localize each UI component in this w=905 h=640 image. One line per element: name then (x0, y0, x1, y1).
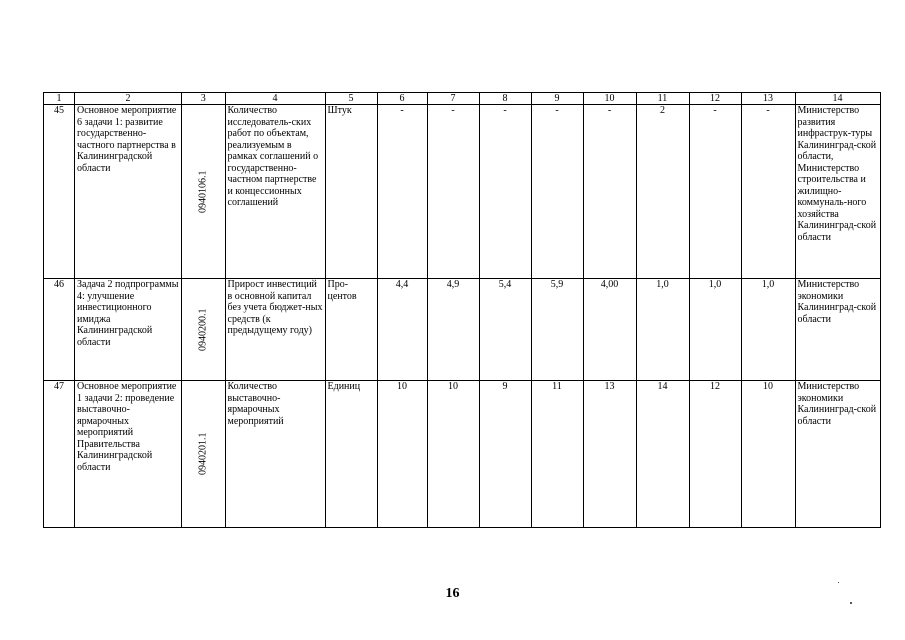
value-col-6: 10 (377, 381, 427, 528)
responsible-body: Министерство экономики Калининград-ской области (795, 381, 880, 528)
page-number: 16 (445, 586, 460, 601)
value-col-10: - (583, 105, 636, 279)
table-row (44, 279, 881, 381)
row-number: 46 (44, 279, 75, 381)
responsible-body: Министерство развития инфраструк-туры Калининград-ской области, Министерство строительства и жилищно-коммуналь-ного хозяйства Калининград-ской области (795, 105, 880, 279)
header-cell: 13 (741, 93, 795, 105)
value-col-7: 4,9 (427, 279, 479, 381)
header-cell: 10 (583, 93, 636, 105)
unit: Штук (325, 105, 377, 279)
value-col-6: 4,4 (377, 279, 427, 381)
header-cell: 2 (75, 93, 182, 105)
budget-code: 0940201.1 (197, 432, 209, 476)
value-col-7: - (427, 105, 479, 279)
value-col-9: - (531, 105, 583, 279)
budget-code: 0940200.1 (197, 308, 209, 351)
budget-code-cell (182, 279, 226, 381)
value-col-10: 13 (583, 381, 636, 528)
value-col-11: 1,0 (636, 279, 689, 381)
indicator-table (43, 92, 881, 528)
scan-speck (838, 582, 839, 583)
header-cell: 3 (182, 93, 226, 105)
header-cell: 6 (377, 93, 427, 105)
value-col-12: - (689, 105, 741, 279)
header-cell: 7 (427, 93, 479, 105)
value-col-10: 4,00 (583, 279, 636, 381)
header-cell: 1 (44, 93, 75, 105)
header-cell: 14 (795, 93, 880, 105)
event-name: Основное мероприятие 1 задачи 2: проведение выставочно-ярмарочных мероприятий Правительства Калининградской области (75, 381, 182, 528)
responsible-body: Министерство экономики Калининград-ской области (795, 279, 880, 381)
budget-code: 0940106.1 (197, 170, 209, 213)
event-name: Задача 2 подпрограммы 4: улучшение инвестиционного имиджа Калининградской области (75, 279, 182, 381)
unit: Единиц (325, 381, 377, 528)
header-cell: 4 (225, 93, 325, 105)
header-cell: 11 (636, 93, 689, 105)
value-col-13: 1,0 (741, 279, 795, 381)
header-cell: 8 (479, 93, 531, 105)
value-col-8: 9 (479, 381, 531, 528)
value-col-12: 1,0 (689, 279, 741, 381)
budget-code-cell (182, 381, 226, 528)
value-col-6: - (377, 105, 427, 279)
indicator-name: Прирост инвестиций в основной капитал без учета бюджет-ных средств (к предыдущему году) (225, 279, 325, 381)
value-col-11: 14 (636, 381, 689, 528)
header-cell: 9 (531, 93, 583, 105)
value-col-8: 5,4 (479, 279, 531, 381)
budget-code-cell (182, 105, 226, 279)
row-number: 47 (44, 381, 75, 528)
value-col-13: 10 (741, 381, 795, 528)
indicator-name: Количество исследователь-ских работ по объектам, реализуемым в рамках соглашений о государственно-частном партнерстве и концессионных соглашений (225, 105, 325, 279)
indicator-name: Количество выставочно-ярмарочных мероприятий (225, 381, 325, 528)
table-row (44, 105, 881, 279)
header-row (44, 93, 881, 105)
row-number: 45 (44, 105, 75, 279)
header-cell: 5 (325, 93, 377, 105)
event-name: Основное мероприятие 6 задачи 1: развитие государственно-частного партнерства в Калининградской области (75, 105, 182, 279)
value-col-12: 12 (689, 381, 741, 528)
header-cell: 12 (689, 93, 741, 105)
table-row (44, 381, 881, 528)
scan-speck (850, 602, 852, 604)
value-col-9: 5,9 (531, 279, 583, 381)
value-col-8: - (479, 105, 531, 279)
value-col-13: - (741, 105, 795, 279)
unit: Про-центов (325, 279, 377, 381)
value-col-9: 11 (531, 381, 583, 528)
value-col-7: 10 (427, 381, 479, 528)
value-col-11: 2 (636, 105, 689, 279)
